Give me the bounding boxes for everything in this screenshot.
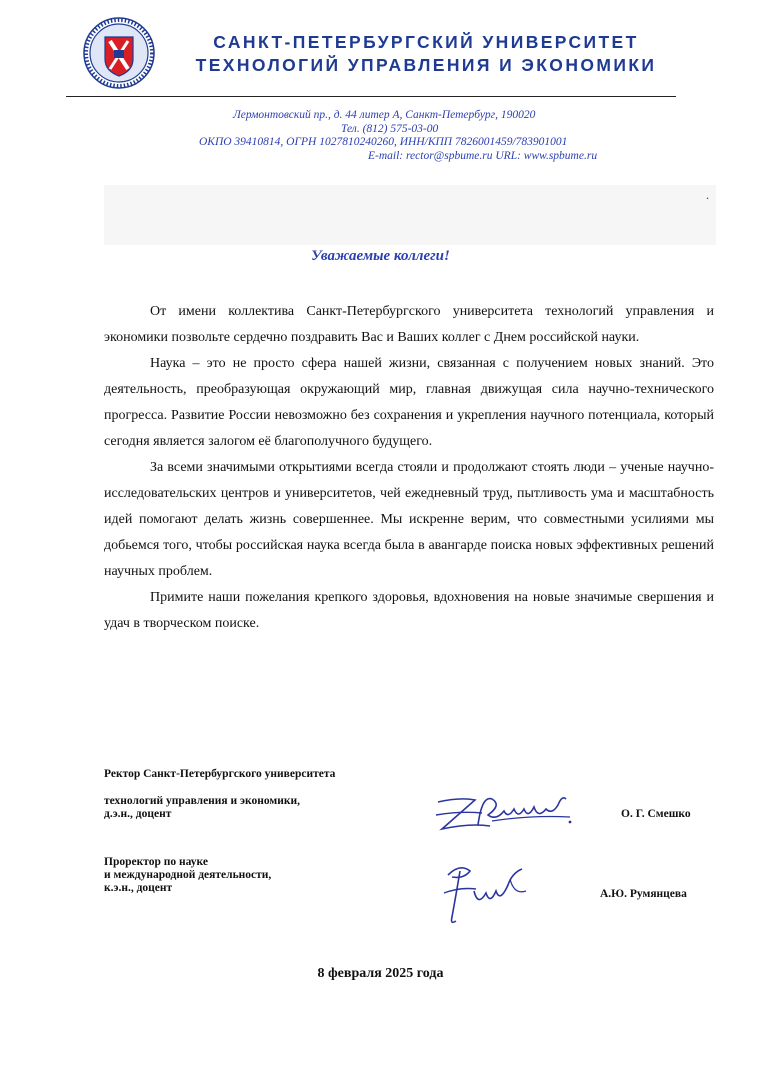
header-divider xyxy=(66,96,676,97)
rector-title-line: д.э.н., доцент xyxy=(104,808,172,820)
vice-rector-signature xyxy=(430,855,550,930)
vice-rector-title xyxy=(104,856,271,895)
vice-rector-title-line: и международной деятельности, xyxy=(104,869,272,881)
vice-rector-title-line: к.э.н., доцент xyxy=(104,882,173,894)
rector-title-line: Ректор Санкт-Петербургского университета xyxy=(104,768,336,780)
paragraph: За всеми значимыми открытиями всегда стояли и продолжают стоять люди – ученые научно-исследовательских центров и университетов, чей ежедневный труд, пытливость ума и масштабность идей помогают делать жизнь совершеннее. Мы искренне верим, что совместными усилиями мы добьемся того, чтобы российская наука всегда была в авангарде поиска новых эффективных решений научных проблем. xyxy=(104,460,714,579)
paragraph: От имени коллектива Санкт-Петербургского университета технологий управления и экономики позвольте сердечно поздравить Вас и Ваших коллег с Днем российской науки. xyxy=(104,304,714,345)
recipient-area-mark: . xyxy=(706,188,709,202)
registration-codes-line: ОКПО 39410814, ОГРН 1027810240260, ИНН/КПП 7826001459/783901001 xyxy=(199,136,568,148)
university-title-line-1: САНКТ-ПЕТЕРБУРГСКИЙ УНИВЕРСИТЕТ xyxy=(213,32,639,52)
rector-name: О. Г. Смешко xyxy=(621,808,691,820)
university-title-line-2: ТЕХНОЛОГИЙ УПРАВЛЕНИЯ И ЭКОНОМИКИ xyxy=(195,55,657,75)
vice-rector-title-line: Проректор по науке xyxy=(104,856,208,868)
contacts-line: E-mail: rector@spbume.ru URL: www.spbume.ru xyxy=(368,150,598,162)
recipient-area xyxy=(104,185,716,245)
rector-title xyxy=(104,768,335,821)
vice-rector-name: А.Ю. Румянцева xyxy=(600,888,687,900)
rector-title-line: технологий управления и экономики, xyxy=(104,795,300,807)
letter-body xyxy=(104,299,714,637)
university-emblem-icon xyxy=(83,17,155,89)
paragraph: Наука – это не просто сфера нашей жизни, связанная с получением новых знаний. Это деятельность, преобразующая окружающий мир, главная движущая сила научно-технического прогресса. Развитие России невозможно без сохранения и укрепления научного потенциала, который сегодня является залогом её благополучного будущего. xyxy=(104,356,714,449)
rector-signature xyxy=(430,785,590,840)
letter-date: 8 февраля 2025 года xyxy=(317,966,444,981)
address-line: Лермонтовский пр., д. 44 литер А, Санкт-Петербург, 190020 xyxy=(233,109,536,121)
phone-line: Тел. (812) 575-03-00 xyxy=(341,123,439,135)
paragraph: Примите наши пожелания крепкого здоровья, вдохновения на новые значимые свершения и удач в творческом поиске. xyxy=(104,590,714,631)
greeting: Уважаемые коллеги! xyxy=(311,248,450,264)
